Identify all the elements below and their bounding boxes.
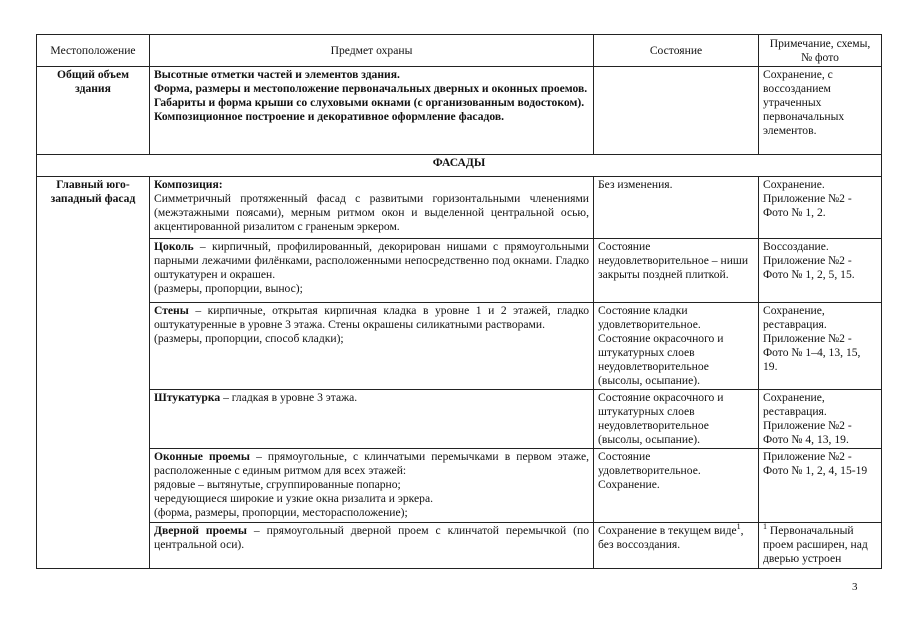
row-label: Дверной проемы	[154, 524, 247, 537]
row-text: – кирпичные, открытая кирпичная кладка в уровне 1 и 2 этажей, гладко оштукатуренные в уровне 3 этажа. Стены окрашены силикатными растворами.	[154, 304, 589, 331]
row-text: – кирпичный, профилированный, декорирован нишами с прямоугольными парными лежачими филёнками, расположенными непосредственно под окнами. Гладко оштукатурен и окрашен.	[154, 240, 589, 281]
note-text: Первоначальный проем расширен, над дверью устроен	[763, 524, 868, 565]
state-cell: Состояние окрасочного и штукатурных слоев неудовлетворительное (высолы, осыпание).	[594, 390, 759, 449]
table-row	[37, 177, 882, 239]
general-location: Общий объем здания	[37, 67, 150, 155]
section-row	[37, 155, 882, 177]
general-subject-line: Высотные отметки частей и элементов здания.	[154, 68, 400, 81]
page-number: 3	[852, 581, 858, 593]
subject-cell	[150, 303, 594, 390]
subject-cell	[150, 523, 594, 569]
row-label: Цоколь	[154, 240, 194, 253]
note-cell: Сохранение, реставрация. Приложение №2 - Фото № 1–4, 13, 15, 19.	[759, 303, 882, 390]
general-subject-line: Форма, размеры и местоположение первоначальных дверных и оконных проемов.	[154, 82, 588, 95]
general-subject-line: Композиционное построение и декоративное оформление фасадов.	[154, 110, 505, 123]
note-cell	[759, 523, 882, 569]
subject-cell	[150, 177, 594, 239]
row-label: Стены	[154, 304, 189, 317]
row-text-extra: (размеры, пропорции, способ кладки);	[154, 332, 344, 345]
row-text: Симметричный протяженный фасад с развитыми горизонтальными членениями (межэтажными поясами), мерным ритмом окон и выделенной центральной осью, акцентированной ризалитом с граненым эркером.	[154, 192, 589, 233]
header-note: Примечание, схемы, № фото	[759, 35, 882, 67]
facade-location: Главный юго-западный фасад	[37, 177, 150, 569]
footnote-mark: 1	[736, 522, 741, 532]
row-label: Оконные проемы	[154, 450, 250, 463]
row-text-extra: (размеры, пропорции, вынос);	[154, 282, 303, 295]
table-row	[37, 523, 882, 569]
note-cell: Приложение №2 - Фото № 1, 2, 4, 15-19	[759, 449, 882, 523]
table-row	[37, 449, 882, 523]
note-cell: Сохранение, реставрация. Приложение №2 - Фото № 4, 13, 19.	[759, 390, 882, 449]
header-row	[37, 35, 882, 67]
general-state	[594, 67, 759, 155]
subject-cell	[150, 239, 594, 303]
row-text: – гладкая в уровне 3 этажа.	[220, 391, 358, 404]
note-cell: Сохранение. Приложение №2 - Фото № 1, 2.	[759, 177, 882, 239]
header-subject: Предмет охраны	[150, 35, 594, 67]
row-text-line: чередующиеся широкие и узкие окна ризалита и эркера.	[154, 492, 433, 505]
state-text-tail: , без воссоздания.	[598, 524, 744, 551]
row-label: Штукатурка	[154, 391, 221, 404]
state-cell: Без изменения.	[594, 177, 759, 239]
state-cell: Состояние кладки удовлетворительное. Состояние окрасочного и штукатурных слоев неудовлетворительное (высолы, осыпание).	[594, 303, 759, 390]
footnote-mark: 1	[763, 522, 767, 532]
general-subject-line: Габариты и форма крыши со слуховыми окнами (с организованным водостоком).	[154, 96, 585, 109]
state-cell: Состояние неудовлетворительное – ниши закрыты поздней плиткой.	[594, 239, 759, 303]
protection-table	[36, 34, 882, 569]
table-row	[37, 303, 882, 390]
row-label: Композиция:	[154, 178, 223, 191]
general-note: Сохранение, с воссозданием утраченных первоначальных элементов.	[759, 67, 882, 155]
state-cell: Состояние удовлетворительное. Сохранение.	[594, 449, 759, 523]
header-location: Местоположение	[37, 35, 150, 67]
row-text: – прямоугольный дверной проем с клинчатой перемычкой (по центральной оси).	[154, 524, 590, 551]
section-title: ФАСАДЫ	[37, 155, 882, 177]
subject-cell	[150, 390, 594, 449]
table-row	[37, 239, 882, 303]
row-text-line: рядовые – вытянутые, сгруппированные попарно;	[154, 478, 401, 491]
header-state: Состояние	[594, 35, 759, 67]
note-cell: Воссоздание. Приложение №2 - Фото № 1, 2, 5, 15.	[759, 239, 882, 303]
state-text: Сохранение в текущем виде	[598, 524, 737, 537]
table-row	[37, 390, 882, 449]
general-row	[37, 67, 882, 155]
row-text-line: (форма, размеры, пропорции, месторасположение);	[154, 506, 408, 519]
row-text: – прямоугольные, с клинчатыми перемычками в первом этаже, расположенные с единым ритмом для всех этажей:	[154, 450, 589, 477]
subject-cell	[150, 449, 594, 523]
general-subject	[150, 67, 594, 155]
state-cell	[594, 523, 759, 569]
